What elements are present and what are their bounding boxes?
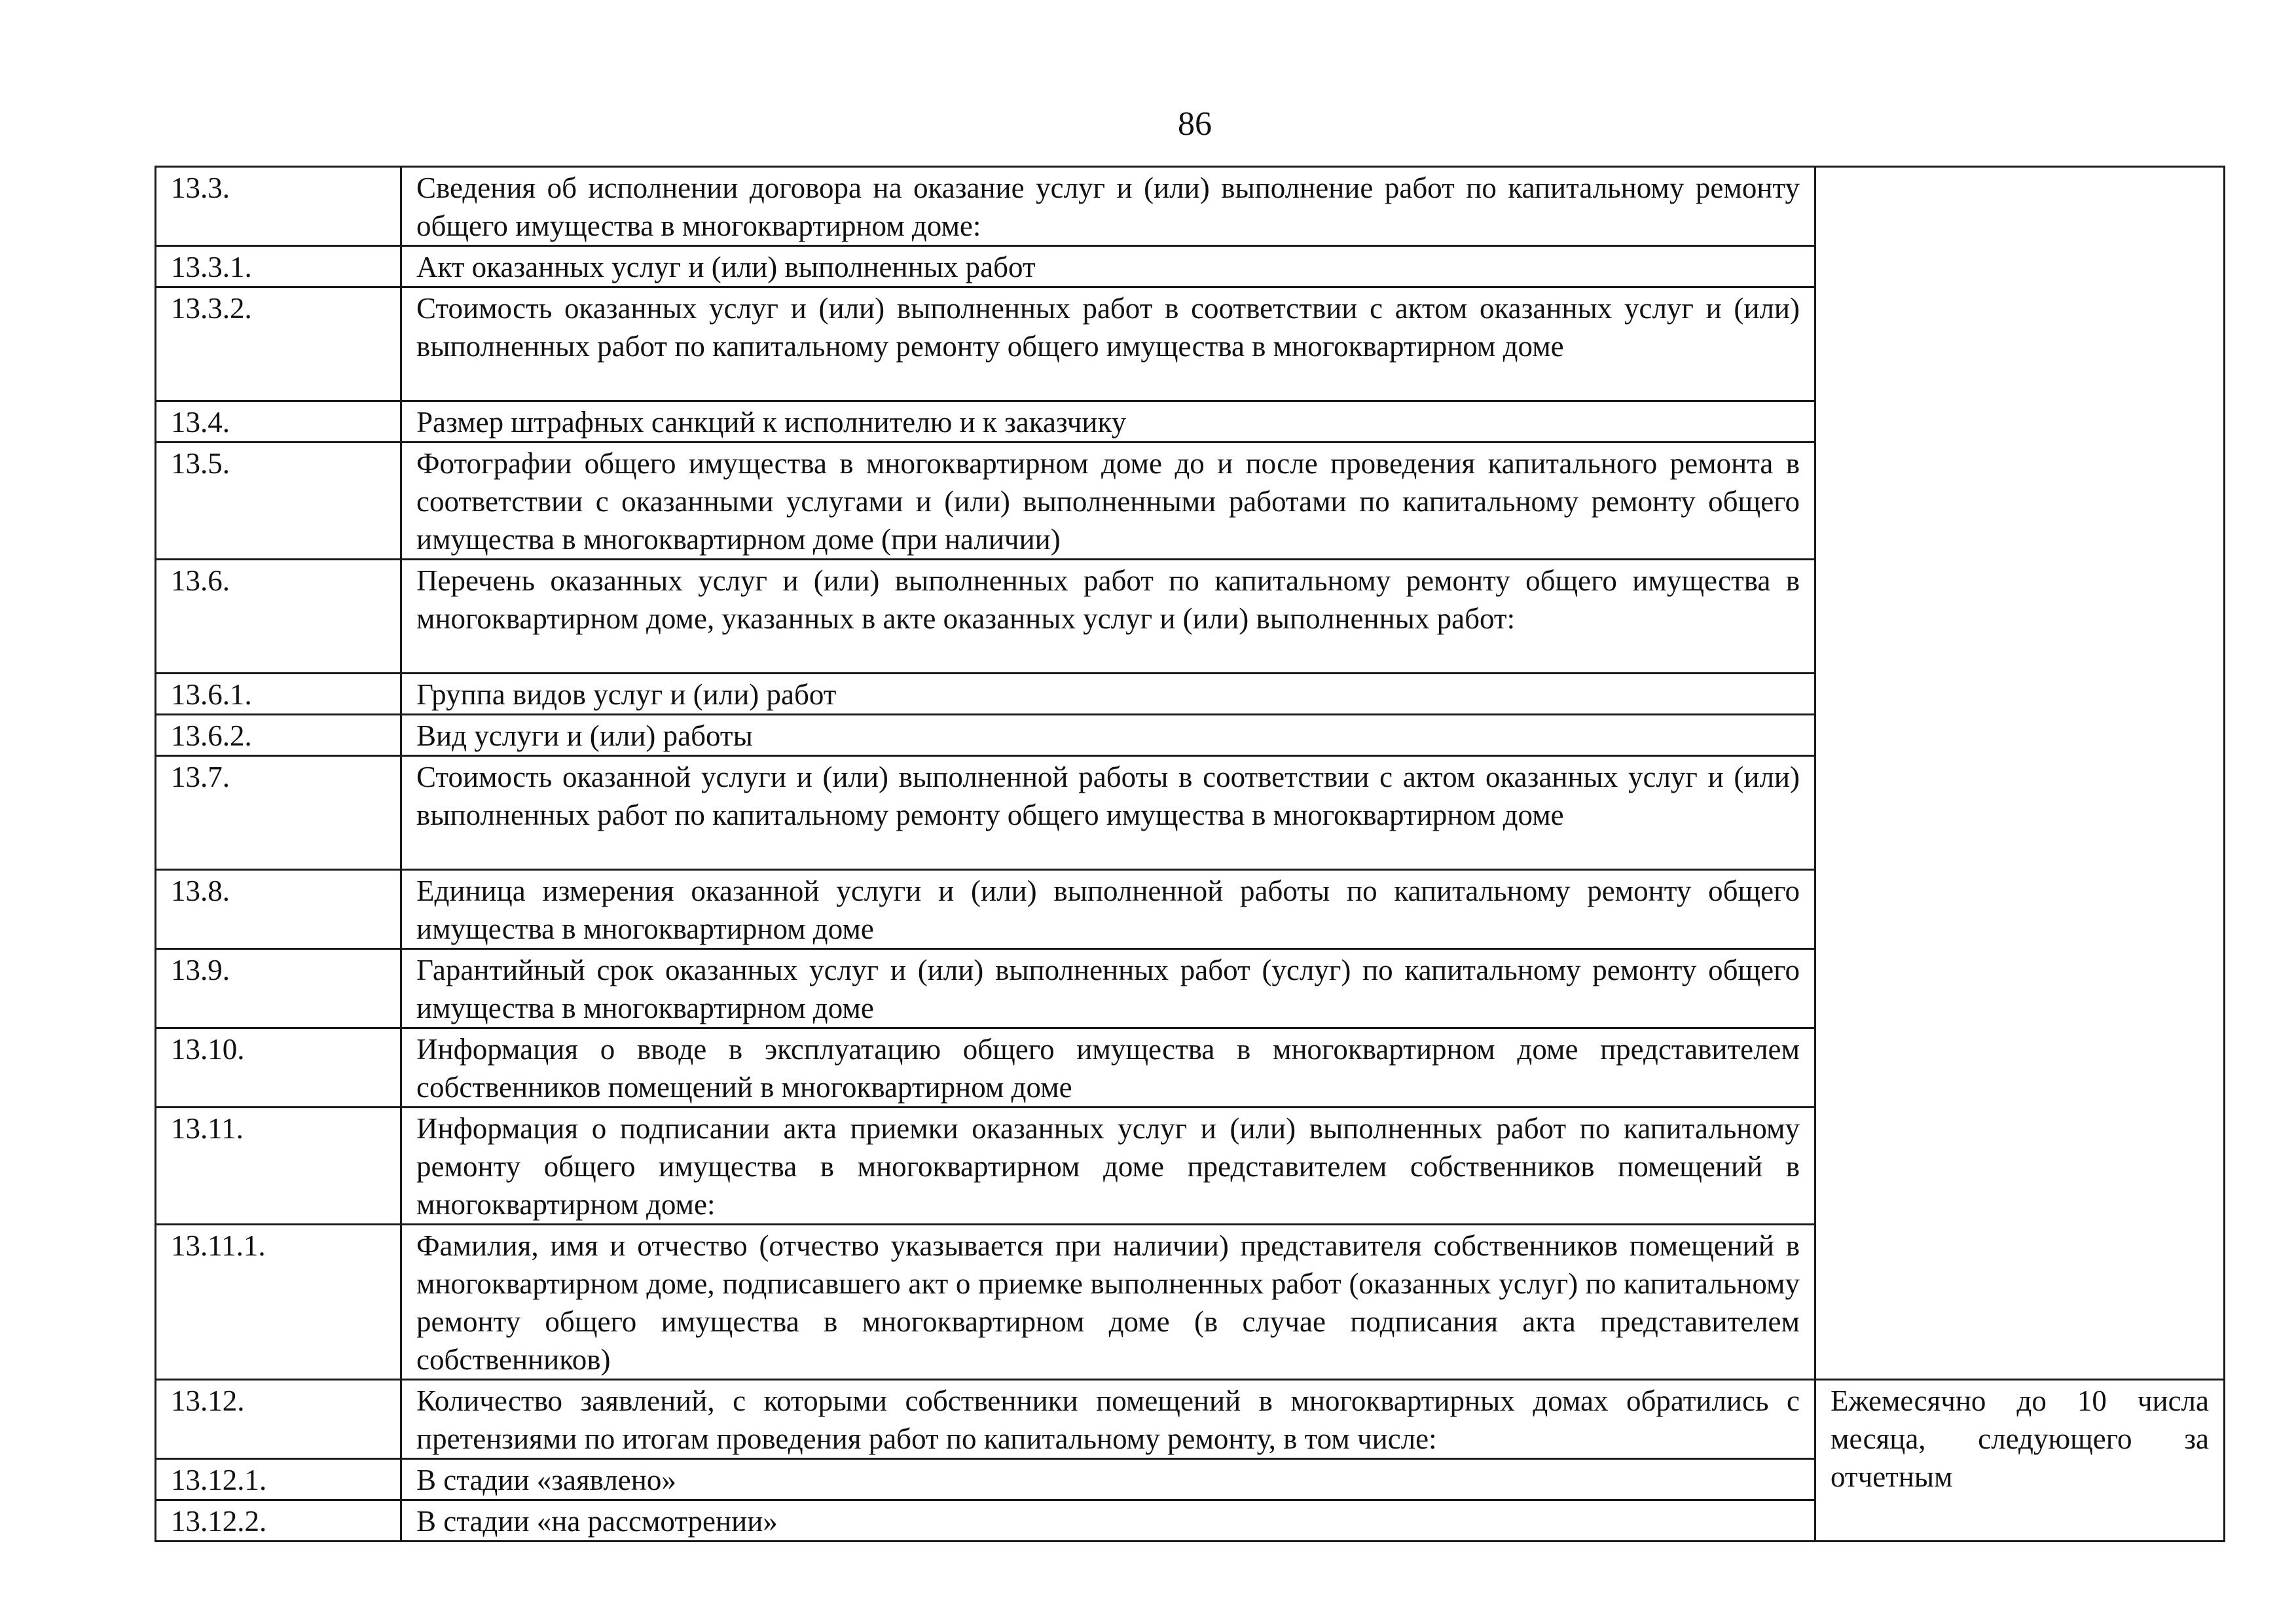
row-description: Стоимость оказанных услуг и (или) выполненных работ в соответствии с актом оказанных услуг и (или) выполненных работ по капитальному ремонту общего имущества в многоквартирном доме: [401, 287, 1815, 401]
row-number: 13.9.: [156, 949, 401, 1028]
row-description: Единица измерения оказанной услуги и (или) выполненной работы по капитальному ремонту общего имущества в многоквартирном доме: [401, 870, 1815, 949]
row-description: Количество заявлений, с которыми собственники помещений в многоквартирных домах обратились с претензиями по итогам проведения работ по капитальному ремонту, в том числе:: [401, 1380, 1815, 1459]
row-number: 13.3.1.: [156, 246, 401, 287]
row-description: Вид услуги и (или) работы: [401, 715, 1815, 756]
row-description: Сведения об исполнении договора на оказание услуг и (или) выполнение работ по капитальному ремонту общего имущества в многоквартирном доме:: [401, 167, 1815, 246]
row-description: Информация о подписании акта приемки оказанных услуг и (или) выполненных работ по капитальному ремонту общего имущества в многоквартирном доме представителем собственников помещений в многоквартирном доме:: [401, 1108, 1815, 1225]
row-description: Гарантийный срок оказанных услуг и (или) выполненных работ (услуг) по капитальному ремонту общего имущества в многоквартирном доме: [401, 949, 1815, 1028]
row-number: 13.3.: [156, 167, 401, 246]
period-note: Ежемесячно до 10 числа месяца, следующего за отчетным: [1815, 1380, 2225, 1542]
row-description: Перечень оказанных услуг и (или) выполненных работ по капитальному ремонту общего имущества в многоквартирном доме, указанных в акте оказанных услуг и (или) выполненных работ:: [401, 560, 1815, 674]
row-description: Фамилия, имя и отчество (отчество указывается при наличии) представителя собственников помещений в многоквартирном доме, подписавшего акт о приемке выполненных работ (оказанных услуг) по капитальному ремонту общего имущества в многоквартирном доме (в случае подписания акта представителем собственников): [401, 1225, 1815, 1380]
row-description: Стоимость оказанной услуги и (или) выполненной работы в соответствии с актом оказанных услуг и (или) выполненных работ по капитальному ремонту общего имущества в многоквартирном доме: [401, 756, 1815, 870]
row-description: Размер штрафных санкций к исполнителю и к заказчику: [401, 401, 1815, 442]
table-row: [156, 167, 2225, 246]
row-number: 13.12.2.: [156, 1500, 401, 1542]
row-description: В стадии «заявлено»: [401, 1459, 1815, 1500]
requirements-table: [155, 166, 2225, 1542]
row-number: 13.10.: [156, 1028, 401, 1108]
row-description: Акт оказанных услуг и (или) выполненных работ: [401, 246, 1815, 287]
row-number: 13.12.: [156, 1380, 401, 1459]
row-description: Информация о вводе в эксплуатацию общего имущества в многоквартирном доме представителем собственников помещений в многоквартирном доме: [401, 1028, 1815, 1108]
period-cell-empty: [1815, 167, 2225, 1380]
row-number: 13.6.2.: [156, 715, 401, 756]
table-row: [156, 1380, 2225, 1459]
page-number: 86: [1178, 105, 1212, 143]
row-number: 13.12.1.: [156, 1459, 401, 1500]
row-description: Группа видов услуг и (или) работ: [401, 674, 1815, 715]
row-description: Фотографии общего имущества в многоквартирном доме до и после проведения капитального ремонта в соответствии с оказанными услугами и (или) выполненными работами по капитальному ремонту общего имущества в многоквартирном доме (при наличии): [401, 442, 1815, 560]
row-number: 13.3.2.: [156, 287, 401, 401]
row-number: 13.4.: [156, 401, 401, 442]
row-description: В стадии «на рассмотрении»: [401, 1500, 1815, 1542]
row-number: 13.7.: [156, 756, 401, 870]
row-number: 13.6.: [156, 560, 401, 674]
row-number: 13.5.: [156, 442, 401, 560]
row-number: 13.11.: [156, 1108, 401, 1225]
row-number: 13.8.: [156, 870, 401, 949]
row-number: 13.6.1.: [156, 674, 401, 715]
row-number: 13.11.1.: [156, 1225, 401, 1380]
